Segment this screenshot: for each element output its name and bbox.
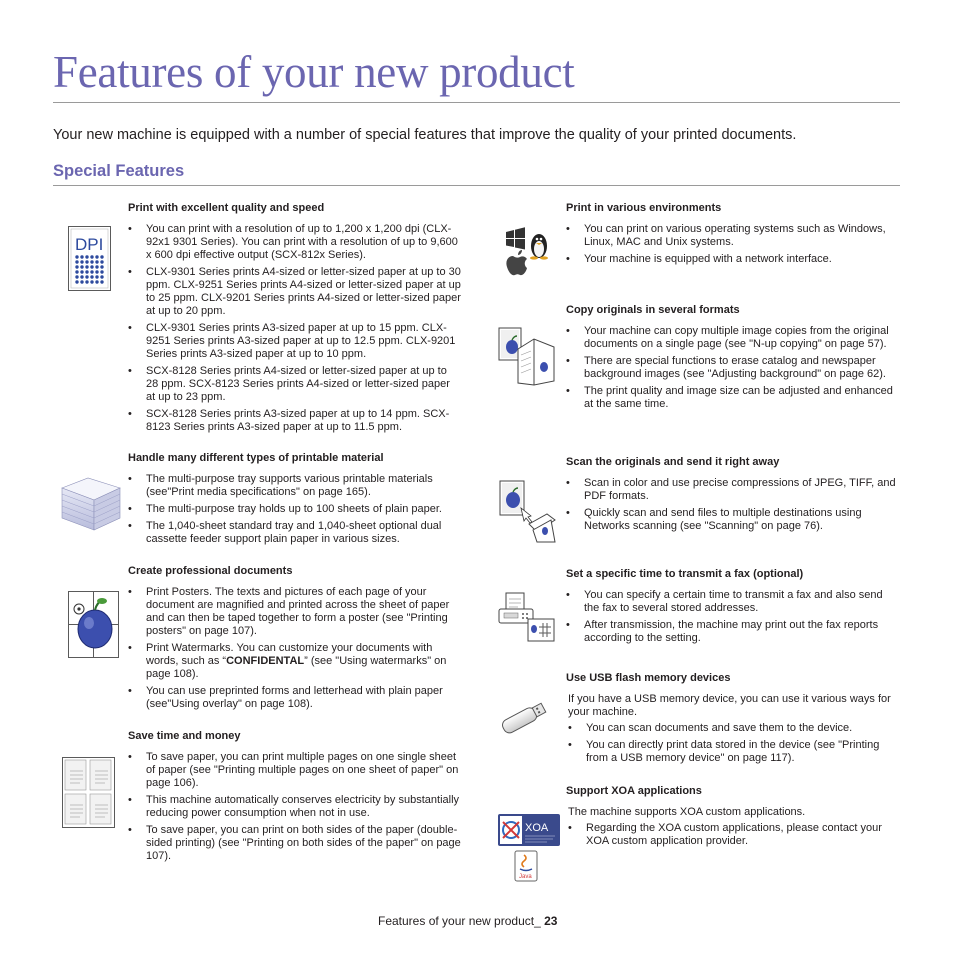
page-title: Features of your new product xyxy=(53,47,575,97)
os-logos-icon xyxy=(503,226,551,278)
feature-copy-formats xyxy=(566,304,900,415)
usb-drive-icon xyxy=(499,699,549,737)
list-item: • The print quality and image size can be adjusted and enhanced at the same time. xyxy=(566,385,900,411)
copy-book-icon xyxy=(498,325,556,387)
feature-title: Create professional documents xyxy=(128,565,293,577)
list-item: • Your machine can copy multiple image copies from the original documents on a single page (see "N-up copying" on page 57). xyxy=(566,325,900,351)
list-item: • There are special functions to erase catalog and newspaper background images (see "Adjusting background" on page 62). xyxy=(566,355,900,381)
section-rule xyxy=(53,185,900,186)
feature-scan-send xyxy=(566,456,900,537)
list-item: • You can scan documents and save them to the device. xyxy=(568,722,900,735)
list-item: • This machine automatically conserves electricity by substantially reducing power consumption when not in use. xyxy=(128,794,462,820)
n-up-pages-icon xyxy=(62,757,116,829)
feature-environments xyxy=(566,202,900,270)
list-item: • SCX-8128 Series prints A3-sized paper at up to 14 ppm. SCX-8123 Series prints A3-sized paper at up to 11.5 ppm. xyxy=(128,408,462,434)
feature-title: Scan the originals and send it right away xyxy=(566,456,780,468)
intro-text: Your new machine is equipped with a number of special features that improve the quality of your printed documents. xyxy=(53,127,797,143)
bullet-list xyxy=(566,223,900,266)
linux-penguin-icon xyxy=(530,234,548,260)
feature-usb xyxy=(566,672,900,769)
page-number: 23 xyxy=(544,914,558,928)
bullet-list xyxy=(568,722,900,765)
list-item: • The multi-purpose tray supports various printable materials (see"Print media specifications" on page 165). xyxy=(128,473,464,499)
feature-title: Print in various environments xyxy=(566,202,722,214)
feature-save-time xyxy=(128,730,462,867)
feature-title: Save time and money xyxy=(128,730,241,742)
dpi-icon xyxy=(68,226,112,292)
list-item: • Your machine is equipped with a network interface. xyxy=(566,253,900,266)
list-item: • Scan in color and use precise compressions of JPEG, TIFF, and PDF formats. xyxy=(566,477,900,503)
list-item: • After transmission, the machine may print out the fax reports according to the setting. xyxy=(566,619,900,645)
dpi-icon-label: DPI xyxy=(75,235,104,254)
paper-stack-icon xyxy=(58,474,122,532)
scan-send-icon xyxy=(499,480,557,544)
xoa-badge-label: XOA xyxy=(525,822,549,834)
list-item: • To save paper, you can print multiple pages on one single sheet of paper (see "Printing multiple pages on one sheet of paper" on page 106). xyxy=(128,751,462,790)
feature-intro: If you have a USB memory device, you can use it various ways for your machine. xyxy=(568,693,891,718)
feature-title: Print with excellent quality and speed xyxy=(128,202,325,214)
title-rule xyxy=(53,102,900,103)
bullet-list xyxy=(566,589,900,645)
bullet-list xyxy=(568,822,900,848)
feature-fax-time xyxy=(566,568,900,649)
list-item: • You can specify a certain time to transmit a fax and also send the fax to several stored addresses. xyxy=(566,589,900,615)
list-item: • Print Posters. The texts and pictures of each page of your document are magnified and printed across the sheet of paper and can then be taped together to form a poster (see "Printing posters" on page 107). xyxy=(128,586,462,638)
feature-title: Set a specific time to transmit a fax (optional) xyxy=(566,568,804,580)
list-item: • Regarding the XOA custom applications, please contact your XOA custom application provider. xyxy=(568,822,900,848)
list-item: • You can use preprinted forms and letterhead with plain paper (see"Using overlay" on page 108). xyxy=(128,685,462,711)
feature-xoa xyxy=(566,785,900,852)
xoa-badge-icon xyxy=(497,813,561,883)
feature-title: Support XOA applications xyxy=(566,785,702,797)
apple-logo-icon xyxy=(506,250,527,275)
list-item xyxy=(128,642,462,681)
bullet-list xyxy=(566,325,900,411)
list-item: • To save paper, you can print on both sides of the paper (double-sided printing) (see "Printing on both sides of the paper" on page 107). xyxy=(128,824,462,863)
watermark-text-pre: Print Watermarks. You can customize your documents with words, such as “ xyxy=(146,642,433,667)
section-title: Special Features xyxy=(53,162,185,180)
feature-printable-material xyxy=(128,452,464,550)
bullet-list xyxy=(566,477,900,533)
list-item: • SCX-8128 Series prints A4-sized or letter-sized paper at up to 28 ppm. SCX-8123 Series prints A4-sized or letter-sized paper at up to 23 ppm. xyxy=(128,365,462,404)
feature-title: Copy originals in several formats xyxy=(566,304,740,316)
list-item: • You can print with a resolution of up to 1,200 x 1,200 dpi (CLX-92x1 9301 Series). You can print with a resolution of up to 9,600 x 600 dpi effective output (SCX-812x Series). xyxy=(128,223,462,262)
java-logo-label: Java xyxy=(519,874,532,880)
fax-machine-icon xyxy=(498,591,556,645)
list-item: • CLX-9301 Series prints A4-sized or letter-sized paper at up to 30 ppm. CLX-9251 Series prints A4-sized or letter-sized paper at up to 25 ppm. CLX-9201 Series prints A4-sized or letter-sized paper at up to 20 ppm. xyxy=(128,266,462,318)
list-item: • Quickly scan and send files to multiple destinations using Networks scanning (see "Scanning" on page 76). xyxy=(566,507,900,533)
feature-intro: The machine supports XOA custom applications. xyxy=(568,806,806,818)
feature-title: Handle many different types of printable material xyxy=(128,452,384,464)
list-item: • You can directly print data stored in the device (see "Printing from a USB memory device" on page 117). xyxy=(568,739,900,765)
poster-icon xyxy=(68,591,120,659)
bullet-list xyxy=(128,751,462,863)
list-item: • The multi-purpose tray holds up to 100 sheets of plain paper. xyxy=(128,503,464,516)
footer-text: Features of your new product_ xyxy=(378,914,545,928)
list-item: • The 1,040-sheet standard tray and 1,040-sheet optional dual cassette feeder support plain paper in various sizes. xyxy=(128,520,464,546)
page-footer xyxy=(378,914,557,928)
windows-logo-icon xyxy=(506,227,525,249)
feature-professional-docs xyxy=(128,565,462,715)
feature-title: Use USB flash memory devices xyxy=(566,672,731,684)
list-item: • CLX-9301 Series prints A3-sized paper at up to 15 ppm. CLX-9251 Series prints A3-sized paper at up to 12.5 ppm. CLX-9201 Series prints A3-sized paper at up to 10 ppm. xyxy=(128,322,462,361)
bullet-list xyxy=(128,586,462,711)
bullet-list xyxy=(128,223,462,434)
list-item: • You can print on various operating systems such as Windows, Linux, MAC and Unix systems. xyxy=(566,223,900,249)
watermark-text-post: ” (see "Using watermarks" on page 108). xyxy=(146,655,447,680)
bullet-list xyxy=(128,473,464,546)
feature-print-quality xyxy=(128,202,462,438)
watermark-example: CONFIDENTAL xyxy=(226,655,305,667)
